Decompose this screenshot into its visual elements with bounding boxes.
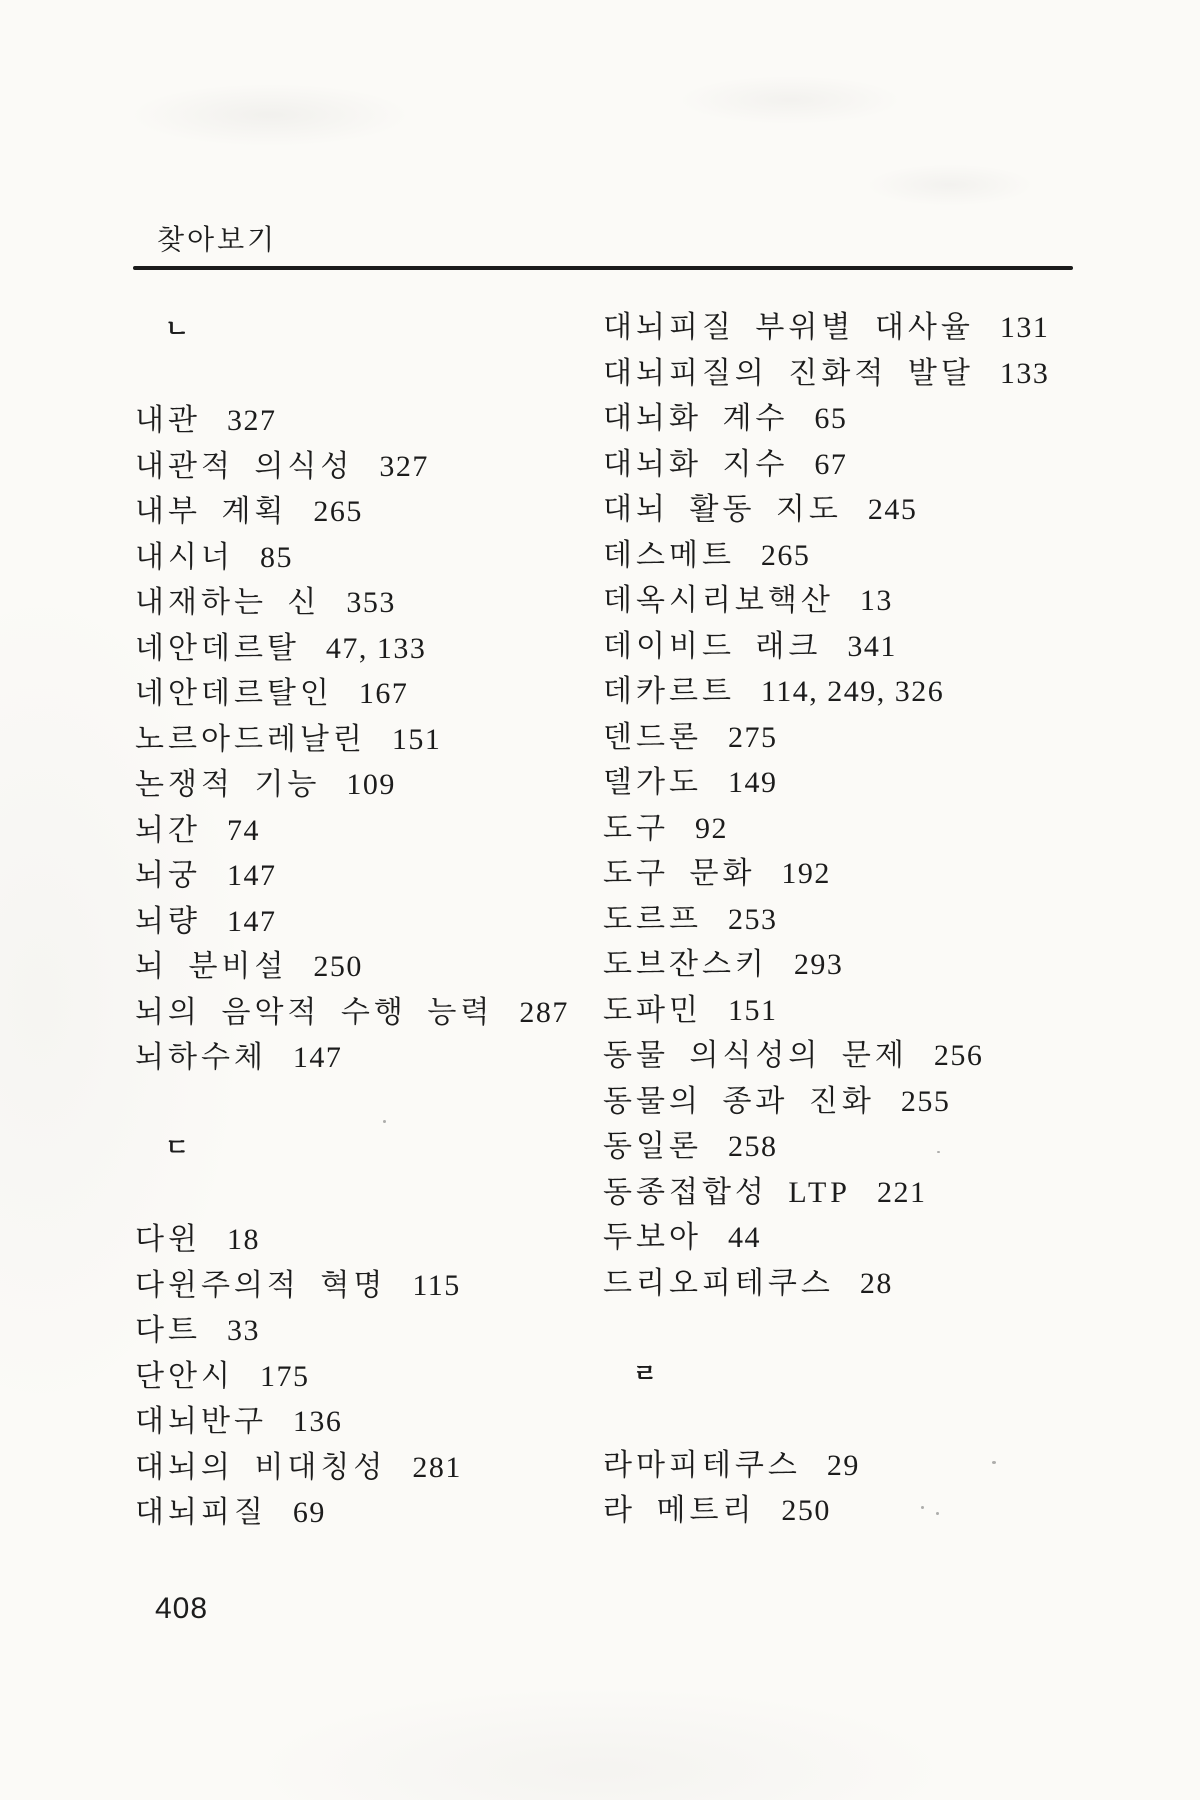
index-entry bbox=[603, 715, 1123, 761]
index-entry bbox=[135, 1354, 605, 1400]
entry-pages: 287 bbox=[519, 995, 569, 1029]
index-entry bbox=[603, 351, 1123, 397]
index-entry bbox=[603, 669, 1123, 715]
entry-term: 대뇌피질 bbox=[135, 1496, 267, 1529]
index-entry bbox=[603, 1443, 1123, 1489]
entry-term: 다윈주의적 혁명 bbox=[135, 1268, 387, 1302]
index-entry bbox=[135, 398, 605, 444]
entry-pages: 341 bbox=[847, 629, 897, 663]
section-header-digeut: ㄷ bbox=[165, 1135, 190, 1162]
entry-term: 라마피테쿠스 bbox=[603, 1448, 801, 1482]
index-entry bbox=[603, 396, 1123, 442]
entry-pages: 28 bbox=[859, 1266, 893, 1300]
index-entry bbox=[135, 535, 605, 581]
index-entry bbox=[135, 671, 605, 717]
entry-term: 내부 계획 bbox=[135, 495, 288, 528]
index-entry bbox=[135, 1263, 605, 1309]
header-rule bbox=[133, 266, 1073, 270]
entry-term: 네안데르탈 bbox=[135, 631, 300, 665]
entry-pages: 255 bbox=[900, 1084, 951, 1118]
index-entry bbox=[603, 942, 1123, 988]
index-entry bbox=[603, 1215, 1123, 1261]
entry-term: 대뇌반구 bbox=[135, 1405, 267, 1438]
entry-term: 도르프 bbox=[603, 902, 702, 936]
entry-pages: 85 bbox=[259, 540, 293, 574]
index-entry bbox=[135, 808, 605, 854]
entry-term: 도구 bbox=[603, 811, 669, 845]
index-entry bbox=[603, 1079, 1123, 1125]
entry-pages: 327 bbox=[379, 449, 429, 483]
entry-term: 노르아드레날린 bbox=[135, 722, 366, 756]
entry-term: 대뇌피질의 진화적 발달 bbox=[603, 356, 974, 390]
index-entry bbox=[135, 1490, 605, 1536]
index-entry bbox=[603, 760, 1123, 806]
entry-term: 도파민 bbox=[603, 993, 702, 1027]
entry-term: 뇌간 bbox=[135, 813, 201, 847]
entry-pages: 115 bbox=[412, 1268, 461, 1302]
entry-pages: 133 bbox=[999, 356, 1050, 390]
entry-pages: 74 bbox=[226, 813, 260, 847]
entry-pages: 47, 133 bbox=[325, 631, 427, 665]
entry-pages: 275 bbox=[727, 720, 778, 754]
entry-pages: 114, 249, 326 bbox=[760, 675, 945, 708]
index-entry bbox=[135, 1035, 605, 1081]
entry-term: 데옥시리보핵산 bbox=[603, 584, 834, 617]
entry-pages: 265 bbox=[313, 495, 363, 528]
entry-term: 대뇌화 지수 bbox=[603, 447, 789, 481]
entry-pages: 18 bbox=[226, 1223, 260, 1256]
entry-pages: 327 bbox=[226, 404, 277, 437]
entry-term: 데이비드 래크 bbox=[603, 629, 822, 663]
entry-term: 뇌하수체 bbox=[135, 1041, 267, 1074]
index-entry bbox=[603, 1170, 1123, 1216]
entry-pages: 256 bbox=[933, 1039, 984, 1072]
index-entry bbox=[135, 489, 605, 535]
entry-pages: 109 bbox=[346, 768, 396, 801]
entry-term: 내관 bbox=[135, 404, 201, 437]
index-entry bbox=[603, 305, 1123, 351]
entry-pages: 147 bbox=[226, 904, 277, 938]
entry-pages: 250 bbox=[313, 950, 363, 983]
scan-artifact-dot bbox=[937, 1151, 940, 1153]
entry-pages: 245 bbox=[867, 493, 918, 526]
section-header-rieul: ㄹ bbox=[633, 1360, 658, 1388]
index-entry bbox=[603, 624, 1123, 670]
entry-pages: 69 bbox=[292, 1496, 326, 1529]
entry-pages: 221 bbox=[876, 1175, 927, 1209]
entry-pages: 293 bbox=[793, 948, 844, 981]
index-entry bbox=[135, 1308, 605, 1354]
entry-term: 동종접합성 LTP bbox=[603, 1175, 851, 1209]
scan-artifact-dot bbox=[992, 1461, 996, 1464]
entry-term: 내재하는 신 bbox=[135, 586, 321, 619]
entry-pages: 167 bbox=[358, 677, 409, 710]
index-entry bbox=[603, 1488, 1123, 1534]
scan-artifact-dot bbox=[921, 1506, 924, 1509]
entry-pages: 265 bbox=[760, 538, 811, 572]
index-entry bbox=[603, 988, 1123, 1034]
index-entry bbox=[135, 1399, 605, 1445]
entry-pages: 353 bbox=[346, 586, 396, 619]
entry-pages: 136 bbox=[292, 1405, 343, 1438]
entry-pages: 258 bbox=[727, 1130, 778, 1163]
entry-pages: 253 bbox=[727, 902, 778, 936]
entry-term: 드리오피테쿠스 bbox=[603, 1266, 834, 1300]
entry-term: 동물 의식성의 문제 bbox=[603, 1039, 908, 1072]
entry-pages: 65 bbox=[814, 402, 848, 435]
index-entry bbox=[603, 487, 1123, 533]
entry-pages: 149 bbox=[727, 766, 778, 799]
scan-artifact-dot bbox=[936, 1512, 939, 1515]
section-header-nieun: ㄴ bbox=[165, 316, 190, 343]
entry-pages: 44 bbox=[727, 1221, 761, 1254]
entry-term: 뇌 분비설 bbox=[135, 950, 288, 983]
entry-term: 다윈 bbox=[135, 1223, 201, 1256]
entry-term: 대뇌의 비대칭성 bbox=[135, 1450, 387, 1484]
index-entry bbox=[135, 990, 605, 1036]
entry-term: 도브잔스키 bbox=[603, 948, 768, 981]
entry-term: 도구 문화 bbox=[603, 857, 756, 890]
index-entry bbox=[603, 578, 1123, 624]
entry-term: 동일론 bbox=[603, 1130, 702, 1163]
index-entry bbox=[135, 762, 605, 808]
entry-term: 데스메트 bbox=[603, 538, 735, 572]
entry-pages: 281 bbox=[412, 1450, 462, 1484]
index-entry bbox=[135, 1217, 605, 1263]
entry-term: 데카르트 bbox=[603, 675, 735, 708]
entry-term: 내관적 의식성 bbox=[135, 449, 354, 483]
index-entry bbox=[603, 1261, 1123, 1307]
entry-term: 덴드론 bbox=[603, 720, 702, 754]
index-entry bbox=[603, 806, 1123, 852]
entry-term: 두보아 bbox=[603, 1221, 702, 1254]
index-column-right bbox=[603, 305, 1123, 1534]
index-entry bbox=[603, 897, 1123, 943]
index-entry bbox=[135, 899, 605, 945]
entry-pages: 67 bbox=[814, 447, 848, 481]
index-entry bbox=[135, 944, 605, 990]
index-entry bbox=[603, 851, 1123, 897]
index-entry bbox=[135, 1445, 605, 1491]
entry-term: 델가도 bbox=[603, 766, 702, 799]
index-entry bbox=[135, 580, 605, 626]
entry-term: 대뇌피질 부위별 대사율 bbox=[603, 311, 974, 344]
entry-pages: 131 bbox=[999, 311, 1050, 344]
entry-pages: 175 bbox=[259, 1359, 310, 1393]
entry-pages: 13 bbox=[859, 584, 893, 617]
entry-term: 대뇌화 계수 bbox=[603, 402, 789, 435]
entry-term: 다트 bbox=[135, 1314, 201, 1347]
entry-pages: 147 bbox=[292, 1041, 343, 1074]
entry-pages: 92 bbox=[694, 811, 728, 845]
entry-term: 논쟁적 기능 bbox=[135, 768, 321, 801]
entry-term: 뇌량 bbox=[135, 904, 201, 938]
page-number: 408 bbox=[155, 1592, 209, 1625]
entry-pages: 29 bbox=[826, 1448, 860, 1482]
index-entry bbox=[135, 717, 605, 763]
index-entry bbox=[135, 444, 605, 490]
index-entry bbox=[135, 853, 605, 899]
index-entry bbox=[603, 442, 1123, 488]
entry-pages: 151 bbox=[727, 993, 778, 1027]
index-entry bbox=[603, 1033, 1123, 1079]
page-title: 찾아보기 bbox=[157, 225, 278, 256]
entry-term: 뇌궁 bbox=[135, 859, 201, 892]
index-entry bbox=[135, 626, 605, 672]
entry-term: 단안시 bbox=[135, 1359, 234, 1393]
entry-pages: 192 bbox=[781, 857, 831, 890]
entry-term: 동물의 종과 진화 bbox=[603, 1084, 875, 1118]
entry-term: 뇌의 음악적 수행 능력 bbox=[135, 995, 494, 1029]
entry-pages: 33 bbox=[226, 1314, 260, 1347]
entry-term: 대뇌 활동 지도 bbox=[603, 493, 842, 526]
entry-term: 네안데르탈인 bbox=[135, 677, 333, 710]
entry-term: 내시너 bbox=[135, 540, 234, 574]
index-entry bbox=[603, 533, 1123, 579]
entry-pages: 147 bbox=[226, 859, 277, 892]
index-column-left bbox=[135, 307, 605, 1536]
index-entry bbox=[603, 1124, 1123, 1170]
entry-term: 라 메트리 bbox=[603, 1494, 756, 1527]
entry-pages: 250 bbox=[781, 1494, 831, 1527]
scan-artifact-dot bbox=[383, 1120, 386, 1123]
entry-pages: 151 bbox=[391, 722, 442, 756]
